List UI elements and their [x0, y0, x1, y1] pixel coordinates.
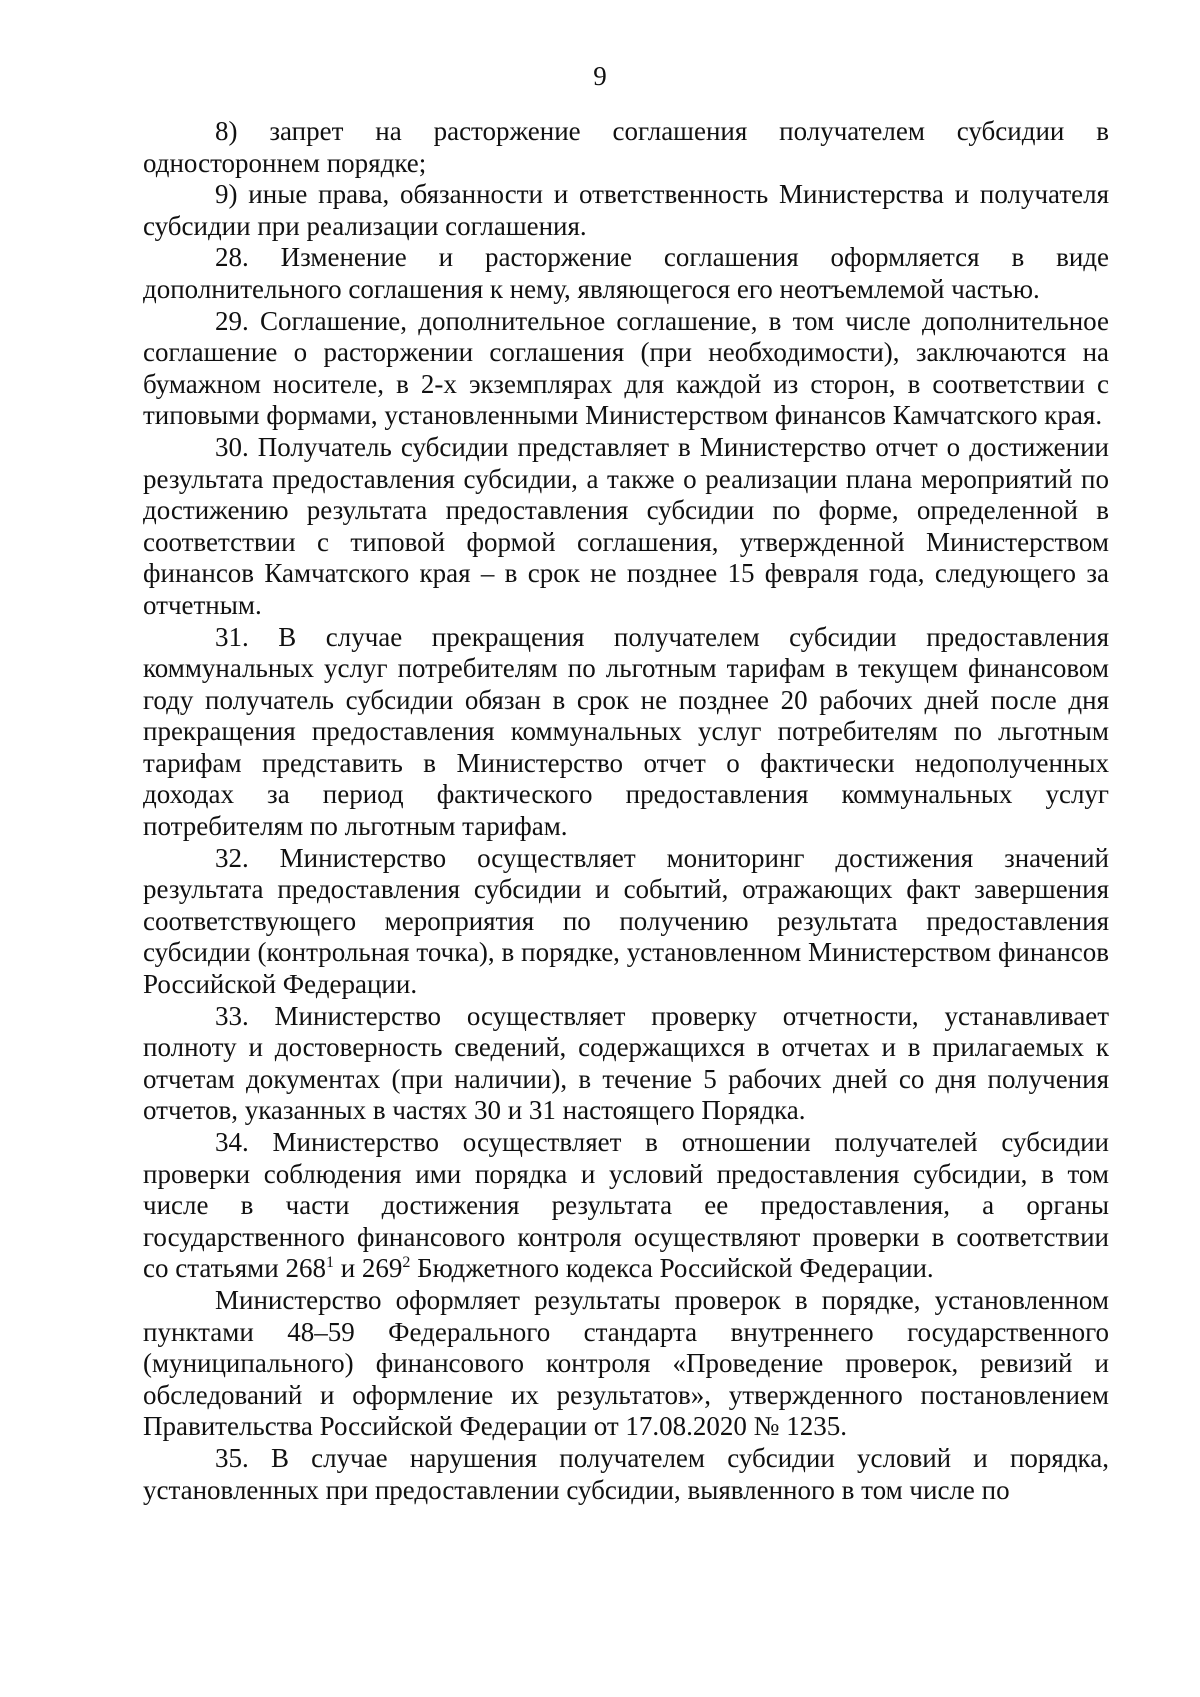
paragraph-34 [143, 1127, 1109, 1285]
superscript-2: 2 [402, 1254, 411, 1272]
page-number: 9 [593, 61, 607, 91]
paragraph-29: 29. Соглашение, дополнительное соглашение, в том числе дополнительное соглашение о расторжении соглашения (при необходимости), заключаются на бумажном носителе, в 2-х экземплярах для каждой из сторон, в соответствии с типовыми формами, установленными Министерством финансов Камчатского края. [143, 305, 1109, 431]
paragraph-item-9: 9) иные права, обязанности и ответственность Министерства и получателя субсидии при реализации соглашения. [143, 179, 1109, 241]
paragraph-34-text-middle: и 269 [333, 1253, 403, 1284]
paragraph-34-continuation: Министерство оформляет результаты проверок в порядке, установленном пунктами 48–59 Федерального стандарта внутреннего государственного (муниципального) финансового контроля «Проведение проверок, ревизий и обследований и оформление их результатов», утвержденного постановлением Правительства Российской Федерации от 17.08.2020 № 1235. [143, 1284, 1109, 1442]
paragraph-34-text-after: Бюджетного кодекса Российской Федерации. [410, 1253, 934, 1284]
document-body [143, 116, 1109, 1506]
paragraph-item-8: 8) запрет на расторжение соглашения получателем субсидии в одностороннем порядке; [143, 116, 1109, 178]
paragraph-33: 33. Министерство осуществляет проверку отчетности, устанавливает полноту и достоверность сведений, содержащихся в отчетах и в прилагаемых к отчетам документах (при наличии), в течение 5 рабочих дней со дня получения отчетов, указанных в частях 30 и 31 настоящего Порядка. [143, 1000, 1109, 1126]
paragraph-34-text-before: 34. Министерство осуществляет в отношении получателей субсидии проверки соблюдения ими порядка и условий предоставления субсидии, в том числе в части достижения результата ее предоставления, а органы государственного финансового контроля осуществляют проверки в соответствии со статьями 268 [143, 1127, 1109, 1284]
paragraph-28: 28. Изменение и расторжение соглашения оформляется в виде дополнительного соглашения к нему, являющегося его неотъемлемой частью. [143, 242, 1109, 304]
paragraph-31: 31. В случае прекращения получателем субсидии предоставления коммунальных услуг потребителям по льготным тарифам в текущем финансовом году получатель субсидии обязан в срок не позднее 20 рабочих дней после дня прекращения предоставления коммунальных услуг потребителям по льготным тарифам представить в Министерство отчет о фактически недополученных доходах за период фактического предоставления коммунальных услуг потребителям по льготным тарифам. [143, 621, 1109, 842]
superscript-1: 1 [325, 1254, 334, 1272]
paragraph-32: 32. Министерство осуществляет мониторинг достижения значений результата предоставления субсидии и событий, отражающих факт завершения соответствующего мероприятия по получению результата предоставления субсидии (контрольная точка), в порядке, установленном Министерством финансов Российской Федерации. [143, 842, 1109, 1000]
paragraph-35: 35. В случае нарушения получателем субсидии условий и порядка, установленных при предоставлении субсидии, выявленного в том числе по [143, 1442, 1109, 1505]
paragraph-30: 30. Получатель субсидии представляет в Министерство отчет о достижении результата предоставления субсидии, а также о реализации плана мероприятий по достижению результата предоставления субсидии по форме, определенной в соответствии с типовой формой соглашения, утвержденной Министерством финансов Камчатского края – в срок не позднее 15 февраля года, следующего за отчетным. [143, 431, 1109, 620]
